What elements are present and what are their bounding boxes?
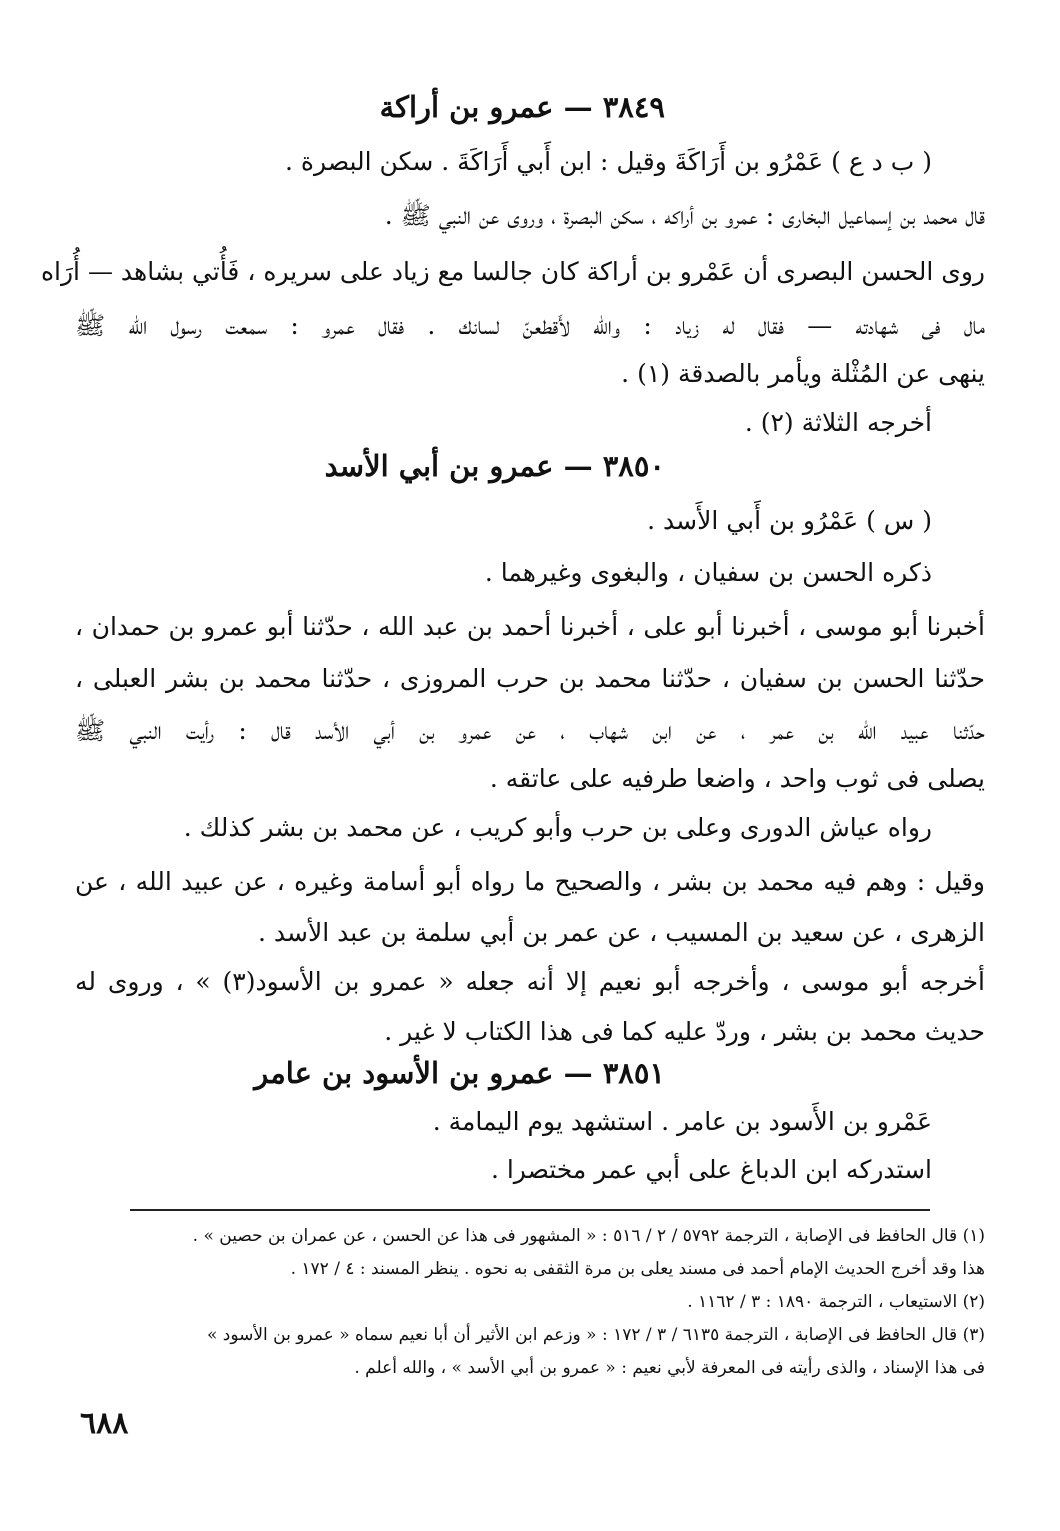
entry-3850-line-11: حديث محمد بن بشر ، وردّ عليه كما فى هذا الكتاب لا غير .	[384, 1017, 985, 1046]
footnote-2: (٢) الاستيعاب ، الترجمة ١٨٩٠ : ٣ / ١١٦٢ .	[687, 1292, 985, 1312]
entry-3850-line-7: رواه عياش الدورى وعلى بن حرب وأبو كريب ، عن محمد بن بشر كذلك .	[183, 813, 932, 842]
entry-3849-line-5: ينهى عن المُثْلة ويأمر بالصدقة (١) .	[621, 359, 985, 388]
entry-3850-line-6: يصلى فى ثوب واحد ، واضعا طرفيه على عاتقه .	[489, 764, 985, 793]
entry-3850-line-4: حدّثنا الحسن بن سفيان ، حدّثنا محمد بن حرب المروزى ، حدّثنا محمد بن بشر العبلى ،	[75, 664, 985, 693]
footnote-separator	[130, 1209, 930, 1211]
entry-3849-line-1: ( ب د ع ) عَمْرُو بن أَرَاكَةَ وقيل : ابن أَبي أَرَاكَةَ . سكن البصرة .	[285, 147, 932, 176]
entry-3851-line-2: استدركه ابن الدباغ على أبي عمر مختصرا .	[490, 1155, 932, 1184]
entry-3850-line-8: وقيل : وهم فيه محمد بن بشر ، والصحيح ما رواه أبو أسامة وغيره ، عن عبيد الله ، عن	[75, 867, 985, 896]
entry-heading-3850: ٣٨٥٠ — عمرو بن أبي الأسد	[324, 449, 665, 483]
entry-3850-line-5: حدّثنا عبيد الله بن عمر ، عن ابن شهاب ، عن عمرو بن أبي الأسد قال : رأيت النبي ﷺ	[75, 716, 985, 745]
entry-3849-line-6: أخرجه الثلاثة (٢) .	[744, 408, 932, 437]
footnote-1-continued: هذا وقد أخرج الحديث الإمام أحمد فى مسند يعلى بن مرة الثقفى به نحوه . ينظر المسند : ٤ / ١٧٢ .	[290, 1259, 985, 1279]
page-number: ٦٨٨	[80, 1406, 129, 1441]
entry-3849-line-4: مال فى شهادته — فقال له زياد : والله لأَقطعنّ لسانك . فقال عمرو : سمعت رسول الله ﷺ	[75, 311, 985, 340]
entry-3850-line-2: ذكره الحسن بن سفيان ، والبغوى وغيرهما .	[484, 558, 932, 587]
entry-3850-line-9: الزهرى ، عن سعيد بن المسيب ، عن عمر بن أبي سلمة بن عبد الأسد .	[258, 918, 985, 947]
footnote-1: (١) قال الحافظ فى الإصابة ، الترجمة ٥٧٩٢ / ٢ / ٥١٦ : « المشهور فى هذا عن الحسن ، عن عمران بن حصين » .	[192, 1226, 985, 1246]
entry-heading-3851: ٣٨٥١ — عمرو بن الأسود بن عامر	[254, 1056, 665, 1090]
entry-3850-line-3: أخبرنا أبو موسى ، أخبرنا أبو على ، أخبرنا أحمد بن عبد الله ، حدّثنا أبو عمرو بن حمدان ،	[75, 612, 986, 641]
entry-3850-line-1: ( س ) عَمْرُو بن أَبي الأَسد .	[647, 506, 932, 535]
footnote-3-continued: فى هذا الإسناد ، والذى رأيته فى المعرفة لأبي نعيم : « عمرو بن أبي الأسد » ، والله أعلم .	[354, 1358, 985, 1378]
entry-3849-line-3: روى الحسن البصرى أن عَمْرو بن أراكة كان جالسا مع زياد على سريره ، فَأُتي بشاهد — أُرَاه	[40, 257, 985, 286]
entry-heading-3849: ٣٨٤٩ — عمرو بن أراكة	[379, 90, 665, 124]
entry-3850-line-10: أخرجه أبو موسى ، وأخرجه أبو نعيم إلا أنه جعله « عمرو بن الأسود(٣) » ، وروى له	[75, 967, 985, 996]
entry-3851-line-1: عَمْرو بن الأَسود بن عامر . استشهد يوم اليمامة .	[432, 1107, 932, 1136]
footnote-3: (٣) قال الحافظ فى الإصابة ، الترجمة ٦١٣٥ / ٣ / ١٧٢ : « وزعم ابن الأثير أن أبا نعيم سماه « عمرو بن الأسود »	[206, 1325, 985, 1345]
entry-3849-line-2: قال محمد بن إسماعيل البخارى : عمرو بن أراكه ، سكن البصرة ، وروى عن النبي ﷺ .	[384, 201, 985, 230]
